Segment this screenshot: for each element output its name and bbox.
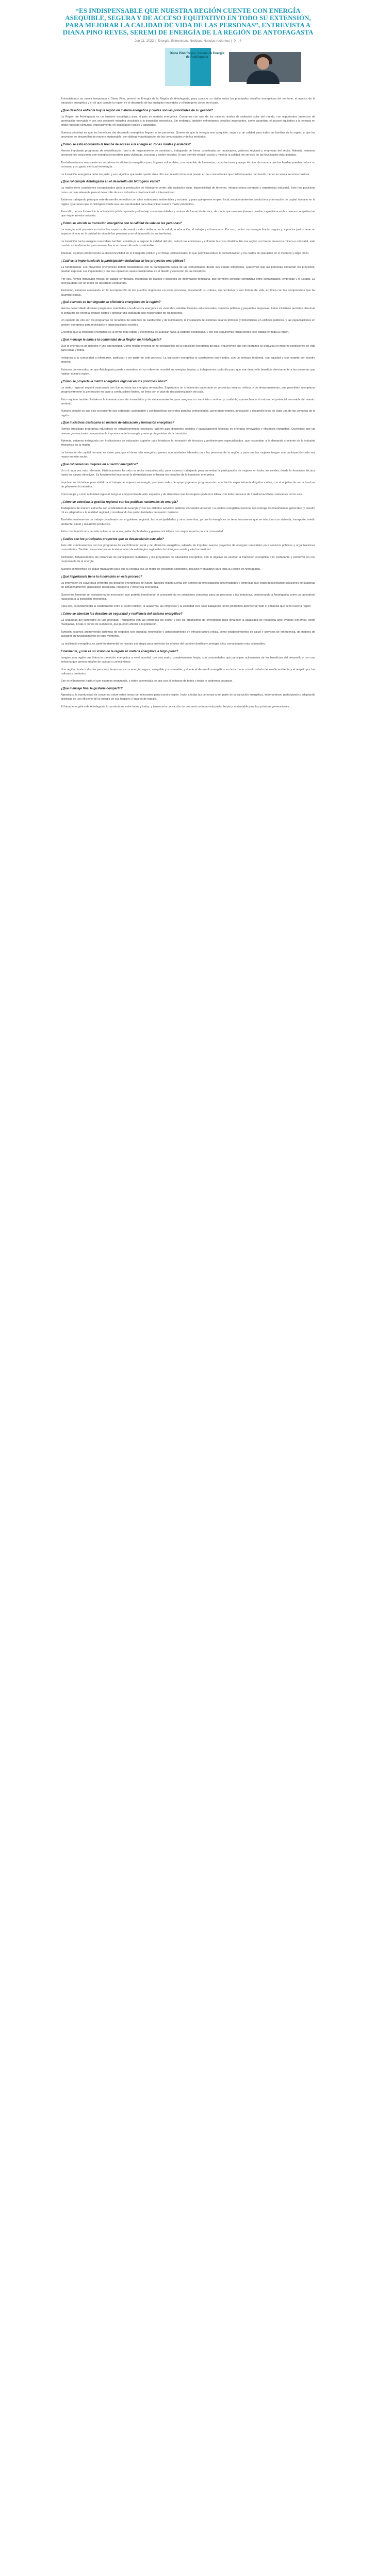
body-paragraph: Para ello, hemos fortalecido la articulación público-privada y el trabajo con universidades y centros de formación técnica, de modo que nuestros jóvenes puedan capacitarse en las nuevas competencias que requerirá esta industria. — [61, 210, 315, 218]
category-links[interactable]: Energía, Entrevistas, Noticias, Noticias recientes — [157, 39, 230, 43]
article-headline: “ES INDISPENSABLE QUE NUESTRA REGIÓN CUENTE CON ENERGÍA ASEQUIBLE, SEGURA Y DE ACCESO EQUITATIVO EN TODO SU EXTENSIÓN, PARA MEJORAR LA CALIDAD DE VIDA DE LAS PERSONAS”, ENTREVISTA A DIANA PINO REYES, SEREMI DE ENERGÍA DE LA REGIÓN DE ANTOFAGASTA — [62, 7, 314, 36]
body-paragraph: La seguridad del suministro es una prioridad. Trabajamos con las empresas del sector y con los organismos de emergencia para fortalecer la capacidad de respuesta ante eventos extremos, como marejadas, lluvias o cortes de suministro, que pueden afectar a la población. — [61, 619, 315, 626]
body-paragraph: La región tiene condiciones excepcionales para la producción de hidrógeno verde: alta radiación solar, disponibilidad de terrenos, infraestructura portuaria y experiencia industrial. Esto nos posiciona como un polo relevante para el desarrollo de esta industria a nivel nacional e internacional. — [61, 187, 315, 194]
question-heading: ¿Cómo se abordan los desafíos de seguridad y resiliencia del sistema energético? — [61, 613, 183, 616]
question-heading: ¿Cómo se proyecta la matriz energética regional en los próximos años? — [61, 380, 167, 383]
body-paragraph: Además, estamos trabajando con instituciones de educación superior para fortalecer la formación de técnicos y profesionales especializados, que respondan a la demanda creciente de la industria energética en la región. — [61, 439, 315, 447]
body-paragraph: Entrevistamos en nueva temporada a Diana Pino, seremi de Energía de la Región de Antofagasta, para conocer su visión sobre los principales desafíos energéticos del territorio, el avance de la transición energética y el rol que cumple la región en el desarrollo de las energías renovables y el hidrógeno verde en el país. — [61, 97, 315, 105]
body-paragraph: Un rol cada vez más relevante. Históricamente ha sido un sector masculinizado, pero estamos trabajando para aumentar la participación de mujeres en todos los niveles, desde la formación técnica hasta los cargos directivos. Es fundamental incorporar la diversidad para enfrentar los desafíos de la transición energética. — [61, 469, 315, 477]
body-paragraph: La transición hacia energías renovables también contribuye a mejorar la calidad del aire, reducir las emisiones y enfrentar la crisis climática. En una región con fuerte presencia minera e industrial, este cambio es fundamental para avanzar hacia un desarrollo más sustentable. — [61, 240, 315, 248]
body-paragraph: Hemos desarrollado distintos programas orientados a la eficiencia energética en viviendas, establecimientos educacionales, servicios públicos y pequeñas empresas. Estas iniciativas permiten disminuir el consumo de energía, reducir costos y generar una cultura de uso responsable de los recursos. — [61, 307, 315, 315]
body-paragraph: Como mujer y como autoridad regional, tengo el compromiso de abrir espacios y de demostrar que las mujeres podemos liderar con éxito procesos de transformación tan relevantes como este. — [61, 493, 303, 496]
body-paragraph: También mantenemos un trabajo coordinado con el gobierno regional, las municipalidades y otras seremías, ya que la energía es un tema transversal que se relaciona con vivienda, transporte, medio ambiente, salud y desarrollo productivo. — [61, 518, 315, 526]
body-paragraph: Nuestra prioridad es que los beneficios del desarrollo energético lleguen a las personas. Queremos que la energía sea asequible, segura y de calidad para todas las familias de la región, y que los proyectos se desarrollen de manera sustentable, con diálogo y participación de las comunidades y de los territorios. — [61, 131, 315, 139]
portrait-face — [257, 57, 269, 70]
article-header — [0, 0, 376, 94]
body-paragraph: La transición energética debe ser justa, y eso significa que nadie quede atrás. Por eso nuestro foco está puesto en las comunidades que históricamente han tenido menor acceso a servicios básicos. — [61, 173, 310, 176]
question-heading: ¿Qué rol tienen las mujeres en el sector energético? — [61, 463, 138, 467]
body-paragraph: Ese es el horizonte hacia el que estamos avanzando, y estoy convencida de que con el esfuerzo de todos y todas lo podremos alcanzar. — [61, 680, 233, 683]
question-heading: ¿Cómo se coordina la gestión regional con las políticas nacionales de energía? — [61, 500, 178, 504]
article-meta: Jun 11, 2022 | Energía, Entrevistas, Noticias, Noticias recientes | 0 | 4 — [134, 39, 242, 43]
question-heading: ¿Qué iniciativas destacaría en materia de educación y formación energética? — [61, 421, 175, 425]
body-paragraph: Nuestro compromiso es seguir trabajando para que la energía sea un motor de desarrollo sostenible, inclusivo y equitativo para toda la Región de Antofagasta. — [61, 567, 261, 571]
question-heading: ¿Cuál es la importancia de la participación ciudadana en los proyectos energéticos? — [61, 259, 186, 263]
body-paragraph: Es fundamental. Los proyectos energéticos deben desarrollarse con la participación activa de las comunidades desde sus etapas tempranas. Queremos que las personas conozcan los proyectos, puedan expresar sus inquietudes y que sus opiniones sean consideradas en el diseño y ejecución de las iniciativas. — [61, 265, 315, 273]
body-paragraph: Una región donde todas las personas tienen acceso a energía segura, asequible y sustentable, y donde el desarrollo energético va de la mano con el cuidado del medio ambiente y el respeto por las culturas y territorios. — [61, 668, 315, 675]
body-paragraph: También estamos promoviendo sistemas de respaldo con energías renovables y almacenamiento en infraestructura crítica, como establecimientos de salud y servicios de emergencia, de manera de asegurar su funcionamiento en todo momento. — [61, 631, 315, 638]
body-paragraph: La matriz regional seguirá avanzando con fuerza hacia las energías renovables. Esperamos un crecimiento importante en proyectos solares, eólicos y de almacenamiento, que permitirán reemplazar progresivamente la generación en base a combustibles fósiles, en línea con el plan de descarbonización del país. — [61, 386, 315, 394]
feature-image — [165, 48, 225, 86]
body-paragraph: Hemos impulsado programas de electrificación rural y de mejoramiento de suministro, trabajando de forma coordinada con municipios, gobierno regional y empresas del sector. Además, estamos promoviendo soluciones con energías renovables para viviendas, escuelas y sedes sociales, lo que permite reducir costos y mejorar la calidad del servicio en las localidades más alejadas. — [61, 149, 315, 157]
question-heading: ¿Cómo se está abordando la brecha de acceso a la energía en zonas rurales y aisladas? — [61, 143, 191, 146]
question-heading: ¿Cómo se vincula la transición energética con la calidad de vida de las personas? — [61, 222, 182, 226]
body-paragraph: Esta coordinación nos permite optimizar recursos, evitar duplicidades y generar iniciativas con mayor impacto para la comunidad. — [61, 530, 224, 534]
question-heading: Finalmente, ¿cuál es su visión de la región en materia energética a largo plazo? — [61, 650, 178, 653]
body-paragraph: Hemos impulsado programas educativos en establecimientos escolares, talleres para dirigentes sociales y capacitaciones técnicas en energías renovables y eficiencia energética. Queremos que las nuevas generaciones comprendan la importancia de la energía y sean protagonistas de la transición. — [61, 428, 315, 435]
portrait-shoulders — [247, 71, 280, 84]
body-paragraph: Nuestro desafío es que este crecimiento sea ordenado, sustentable y con beneficios concretos para las comunidades, generando empleo, innovación y desarrollo local en cada una de las comunas de la región. — [61, 410, 315, 417]
body-paragraph: El futuro energético de Antofagasta lo construimos entre todos y todas, y tenemos la convicción de que será un futuro más justo, limpio y sustentable para las próximas generaciones. — [61, 705, 290, 709]
share-count: 4 — [239, 39, 242, 43]
comment-count[interactable]: 0 — [234, 39, 236, 43]
body-paragraph: También estamos avanzando en iniciativas de eficiencia energética para hogares vulnerables, con recambio de luminarias, capacitaciones y apoyo técnico, de manera que las familias puedan reducir su consumo y su gasto mensual en energía. — [61, 161, 315, 169]
body-paragraph: Queremos fomentar un ecosistema de innovación que permita transformar el conocimiento en soluciones concretas para las personas y las industrias, posicionando a Antofagasta como un laboratorio natural para la transición energética. — [61, 593, 315, 601]
question-heading: ¿Cuáles son los principales proyectos que se desarrollarán este año? — [61, 538, 164, 541]
body-paragraph: Este año continuaremos con los programas de electrificación rural y de eficiencia energética, además de impulsar nuevos proyectos de energías renovables para servicios públicos y organizaciones comunitarias. También avanzaremos en la elaboración de estrategias regionales de hidrógeno verde y electromovilidad. — [61, 544, 315, 552]
body-paragraph: Imagino una región que lidera la transición energética a nivel mundial, con una matriz completamente limpia, con comunidades que participan activamente de los beneficios del desarrollo y con una industria que genera empleo de calidad y conocimiento. — [61, 656, 315, 664]
body-paragraph: La innovación es clave para enfrentar los desafíos energéticos del futuro. Nuestra región cuenta con centros de investigación, universidades y empresas que están desarrollando soluciones innovadoras en almacenamiento, generación distribuida, hidrógeno y eficiencia energética. — [61, 581, 315, 589]
question-heading: ¿Qué avances se han logrado en eficiencia energética en la región? — [61, 301, 161, 304]
article-body — [0, 94, 376, 709]
body-paragraph: Además, estamos promoviendo la electromovilidad en el transporte público y en flotas institucionales, lo que permitirá reducir la contaminación y los costos de operación en el mediano y largo plazo. — [61, 251, 309, 255]
question-heading: ¿Qué desafíos enfrenta hoy la región en materia energética y cuáles son las prioridades de su gestión? — [61, 109, 214, 112]
body-paragraph: Creemos que la eficiencia energética es la forma más rápida y económica de avanzar hacia la carbono neutralidad, y por eso seguiremos fortaleciendo este trabajo en toda la región. — [61, 331, 289, 334]
body-paragraph: Un ejemplo de ello son los programas de recambio de sistemas de calefacción y de iluminación, la instalación de sistemas solares térmicos y fotovoltaicos en edificios públicos, y las capacitaciones en gestión energética para municipios y organizaciones sociales. — [61, 319, 315, 327]
feature-caption: Diana Pino Reyes, Seremi de Energía de Antofagasta — [169, 52, 225, 59]
body-paragraph: Asimismo, fortaleceremos las instancias de participación ciudadana y los programas de educación energética, con el objetivo de acercar la transición energética a la ciudadanía y promover un uso responsable de la energía. — [61, 556, 315, 564]
body-paragraph: Estamos trabajando para que este desarrollo se realice con altos estándares ambientales y sociales, y para que genere empleo local, encadenamientos productivos y formación de capital humano en la región. Queremos que el hidrógeno verde sea una oportunidad para diversificar nuestra matriz productiva. — [61, 198, 315, 206]
body-paragraph: Que la energía es un derecho y una oportunidad. Como región tenemos un rol protagónico en la transición energética del país, y queremos que ese liderazgo se traduzca en mejores condiciones de vida para todas y todos. — [61, 344, 315, 352]
body-paragraph: Estamos convencidos de que Antofagasta puede convertirse en un referente mundial en energías limpias, y trabajaremos cada día para que ese desarrollo beneficie directamente a las personas que habitan nuestra región. — [61, 368, 315, 376]
body-paragraph: La resiliencia energética es parte fundamental de nuestra estrategia para enfrentar los efectos del cambio climático y proteger a las comunidades más vulnerables. — [61, 642, 266, 646]
question-heading: ¿Qué mensaje le daría a la comunidad de la Región de Antofagasta? — [61, 338, 161, 342]
body-paragraph: Invitamos a la comunidad a informarse, participar y ser parte de este proceso. La transición energética la construimos entre todos, con un enfoque territorial, con equidad y con respeto por nuestro entorno. — [61, 356, 315, 364]
body-paragraph: Impulsamos iniciativas para visibilizar el trabajo de mujeres en energía, promover redes de apoyo y generar programas de capacitación especialmente dirigidos a ellas, con el objetivo de cerrar brechas de género en la industria. — [61, 481, 315, 489]
body-paragraph: Para ello, es fundamental la colaboración entre el sector público, la academia, las empresas y la sociedad civil. Solo trabajando juntos podremos aprovechar todo el potencial que tiene nuestra región. — [61, 605, 312, 608]
body-paragraph: La energía está presente en todos los aspectos de nuestra vida cotidiana: en la salud, la educación, el trabajo y el transporte. Por eso, contar con energía limpia, segura y a precios justos tiene un impacto directo en la calidad de vida de las personas y en el desarrollo de los territorios. — [61, 228, 315, 236]
question-heading: ¿Qué mensaje final le gustaría compartir? — [61, 687, 123, 691]
body-paragraph: Por eso, hemos impulsado mesas de trabajo territoriales, instancias de diálogo y procesos de información temprana, que permiten construir confianzas entre comunidades, empresas y el Estado. La energía debe ser un motor de desarrollo compartido. — [61, 277, 315, 285]
question-heading: ¿Qué importancia tiene la innovación en este proceso? — [61, 575, 142, 579]
body-paragraph: Agradezco la oportunidad de conversar sobre estos temas tan relevantes para nuestra región. Invito a todas las personas a ser parte de la transición energética, informándose, participando y adoptando prácticas de uso eficiente de la energía en sus hogares y lugares de trabajo. — [61, 693, 315, 701]
question-heading: ¿Qué rol cumple Antofagasta en el desarrollo del hidrógeno verde? — [61, 180, 160, 184]
body-paragraph: La Región de Antofagasta es un territorio estratégico para el país en materia energética. Contamos con uno de los mejores niveles de radiación solar del mundo, con importantes proyectos de generación renovable y con una creciente industria vinculada a la transición energética. Sin embargo, también enfrentamos desafíos importantes, como garantizar el acceso equitativo a la energía en todas nuestras comunas, especialmente en localidades rurales y apartadas. — [61, 115, 315, 127]
body-paragraph: Esto requiere también fortalecer la infraestructura de transmisión y de almacenamiento, para asegurar un suministro continuo y confiable, aprovechando al máximo el potencial renovable de nuestro territorio. — [61, 398, 315, 405]
portrait-photo — [229, 52, 301, 82]
body-paragraph: Trabajamos de manera estrecha con el Ministerio de Energía y con los distintos servicios públicos vinculados al sector. La política energética nacional nos entrega los lineamientos generales, y nuestro rol es adaptarlos a la realidad regional, considerando las particularidades de nuestro territorio. — [61, 506, 315, 514]
body-paragraph: La formación de capital humano es clave para que el desarrollo energético genere oportunidades laborales para las personas de la región, y para que las mujeres tengan una participación cada vez mayor en este sector. — [61, 451, 315, 459]
publish-date: Jun 11, 2022 — [134, 39, 154, 43]
body-paragraph: Asimismo, estamos avanzando en la incorporación de los pueblos originarios en estos procesos, respetando su cultura, sus territorios y sus formas de vida, en línea con los compromisos que ha asumido el país. — [61, 289, 315, 297]
